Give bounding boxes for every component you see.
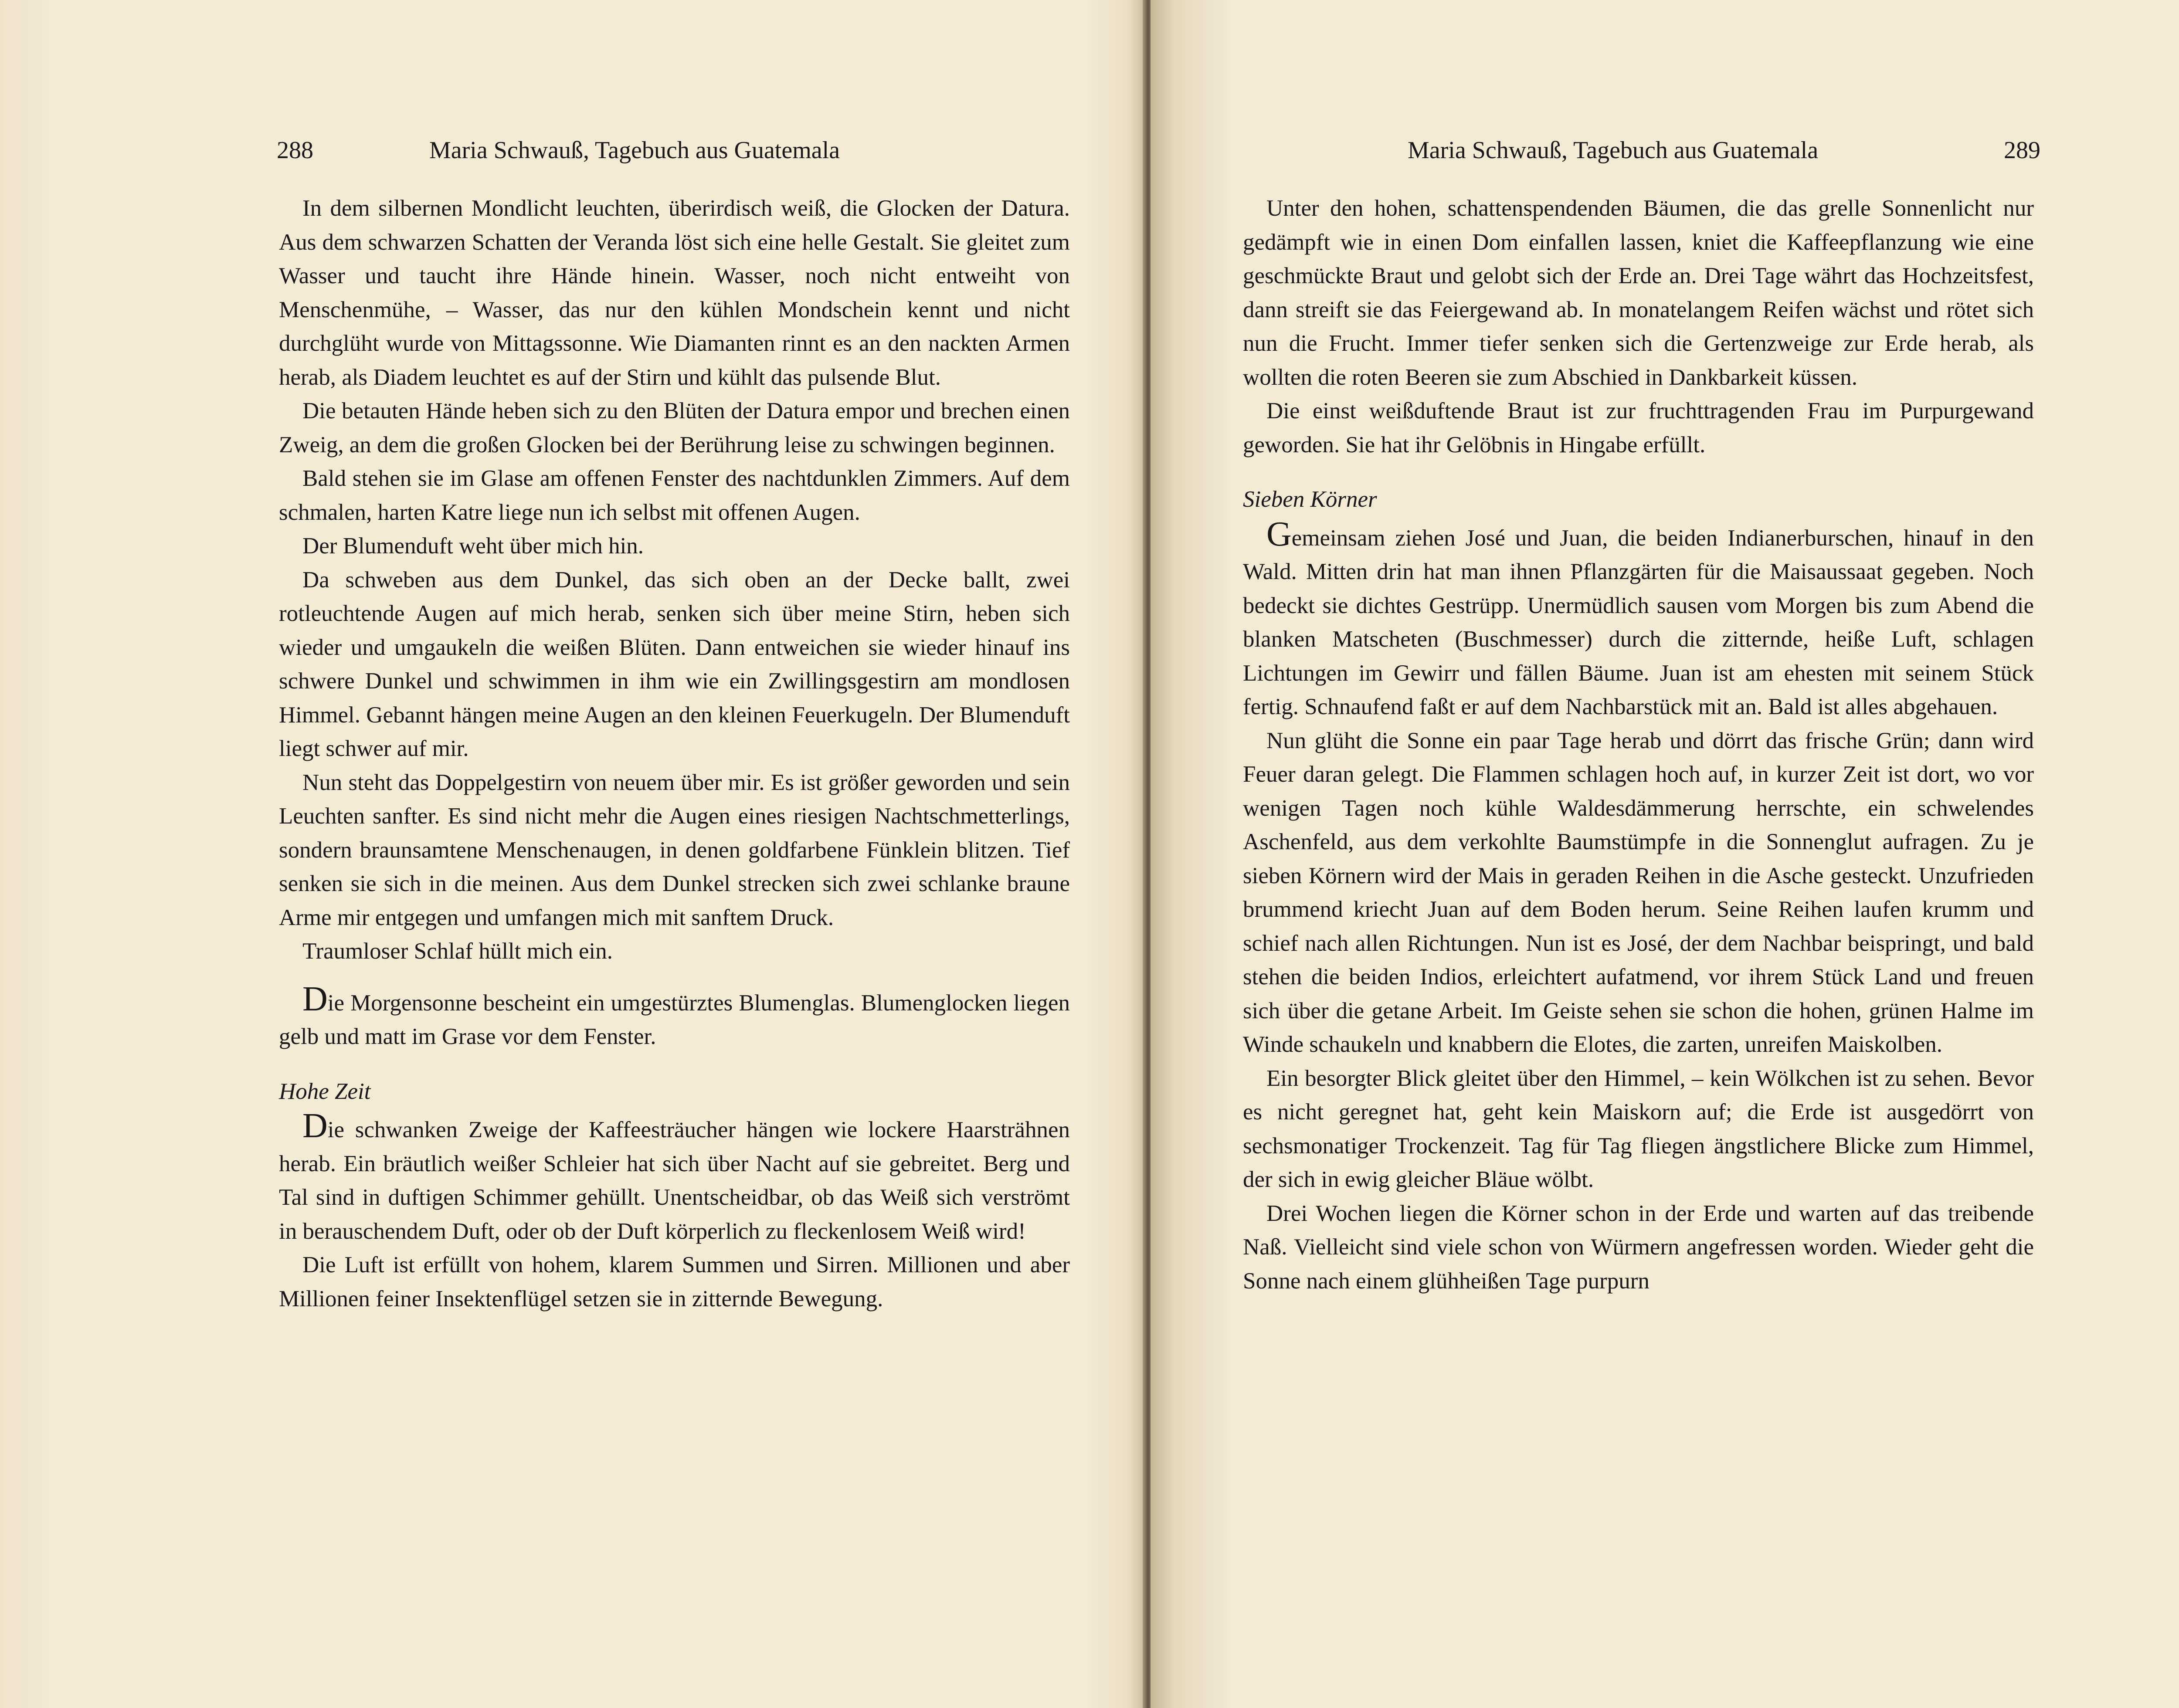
section-heading: Hohe Zeit bbox=[279, 1078, 371, 1104]
paragraph: Bald stehen sie im Glase am offenen Fenster des nachtdunklen Zimmers. Auf dem schmalen, harten Katre liege nun ich selbst mit offenen Augen. bbox=[279, 466, 1070, 525]
paragraph: Nun glüht die Sonne ein paar Tage herab und dörrt das frische Grün; dann wird Feuer daran gelegt. Die Flammen schlagen hoch auf, in kurzer Zeit ist dort, wo vor wenigen Tagen noch kühle Waldesdämmerung herrschte, ein schwelendes Aschenfeld, aus dem verkohlte Baumstümpfe in die Sonnenglut aufragen. Zu je sieben Körnern wird der Mais in geraden Reihen in die Asche gesteckt. Unzufrieden brummend kriecht Juan auf dem Boden herum. Seine Reihen laufen krumm und schief nach allen Richtungen. Nun ist es José, der dem Nachbar beispringt, und bald stehen die beiden Indios, erleichtert aufatmend, vor ihrem Stück Land und freuen sich über die getane Arbeit. Im Geiste sehen sie schon die hohen, grünen Halme im Winde schaukeln und knabbern die Elotes, die zarten, unreifen Maiskolben. bbox=[1243, 728, 2034, 1057]
paragraph-text: ie Morgensonne bescheint ein umgestürztes Blumenglas. Blumenglocken liegen gelb und matt im Grase vor dem Fenster. bbox=[279, 990, 1070, 1049]
paragraph-text: ie schwanken Zweige der Kaffeesträucher hängen wie lockere Haarsträhnen herab. Ein bräutlich weißer Schleier hat sich über Nacht auf sie gebreitet. Berg und Tal sind in duftigen Schimmer gehüllt. Unentscheidbar, ob das Weiß sich verströmt in berauschendem Duft, oder ob der Duft körperlich zu fleckenlosem Weiß wird! bbox=[279, 1117, 1070, 1244]
initial-letter: D bbox=[302, 1107, 328, 1145]
paragraph: Ein besorgter Blick gleitet über den Himmel, – kein Wölkchen ist zu sehen. Bevor es nicht geregnet hat, geht kein Maiskorn auf; die Erde ist ausgedörrt von sechsmonatiger Trockenzeit. Tag für Tag fliegen ängstlichere Blicke zum Himmel, der sich in ewig gleicher Bläue wölbt. bbox=[1243, 1065, 2034, 1192]
paragraph-text: emeinsam ziehen José und Juan, die beiden Indianerburschen, hinauf in den Wald. Mitten drin hat man ihnen Pflanzgärten für die Maisaussaat gegeben. Noch bedeckt sie dichtes Gestrüpp. Unermüdlich sausen vom Morgen bis zum Abend die blanken Matscheten (Buschmesser) durch die zitternde, heiße Luft, schlagen Lichtungen im Gewirr und fällen Bäume. Juan ist am ehesten mit seinem Stück fertig. Schnaufend faßt er auf dem Nachbarstück mit an. Bald ist alles abgehauen. bbox=[1243, 525, 2034, 719]
page-number: 289 bbox=[2004, 137, 2040, 164]
paragraph: Da schweben aus dem Dunkel, das sich oben an der Decke ballt, zwei rotleuchtende Augen auf mich herab, senken sich über meine Stirn, heben sich wieder und umgaukeln die weißen Blüten. Dann entweichen sie wieder hinauf ins schwere Dunkel und schwimmen in ihm wie ein Zwillingsgestirn am mondlosen Himmel. Gebannt hängen meine Augen an den kleinen Feuerkugeln. Der Blumenduft liegt schwer auf mir. bbox=[279, 567, 1070, 761]
paragraph bbox=[1243, 515, 2034, 724]
page-number: 288 bbox=[277, 137, 313, 164]
running-head: Maria Schwauß, Tagebuch aus Guatemala bbox=[429, 137, 840, 164]
page-text bbox=[279, 192, 1070, 1316]
paragraph bbox=[279, 979, 1070, 1054]
paragraph: Die einst weißduftende Braut ist zur fruchttragenden Frau im Purpurgewand geworden. Sie hat ihr Gelöbnis in Hingabe erfüllt. bbox=[1243, 398, 2034, 458]
paragraph: Die Luft ist erfüllt von hohem, klarem Summen und Sirren. Millionen und aber Millionen feiner Insektenflügel setzen sie in zitternde Bewegung. bbox=[279, 1252, 1070, 1312]
paragraph: Die betauten Hände heben sich zu den Blüten der Datura empor und brechen einen Zweig, an dem die großen Glocken bei der Berührung leise zu schwingen beginnen. bbox=[279, 398, 1070, 458]
paragraph: Traumloser Schlaf hüllt mich ein. bbox=[302, 939, 613, 964]
initial-letter: G bbox=[1266, 515, 1292, 553]
running-head: Maria Schwauß, Tagebuch aus Guatemala bbox=[1408, 137, 1819, 164]
paragraph: Unter den hohen, schattenspendenden Bäumen, die das grelle Sonnenlicht nur gedämpft wie in einen Dom einfallen lassen, kniet die Kaffeepflanzung wie eine geschmückte Braut und gelobt sich der Erde an. Drei Tage währt das Hochzeitsfest, dann streift sie das Feiergewand ab. In monatelangem Reifen wächst und rötet sich nun die Frucht. Immer tiefer senken sich die Gertenzweige zur Erde herab, als wollten die roten Beeren sie zum Abschied in Dankbarkeit küssen. bbox=[1243, 196, 2034, 390]
paragraph: Der Blumenduft weht über mich hin. bbox=[302, 533, 644, 559]
paragraph: Nun steht das Doppelgestirn von neuem über mir. Es ist größer geworden und sein Leuchten sanfter. Es sind nicht mehr die Augen eines riesigen Nachtschmetterlings, sondern braunsamtene Menschenaugen, in denen goldfarbene Fünklein blitzen. Tief senken sie sich in die meinen. Aus dem Dunkel strecken sich zwei schlanke braune Arme mir entgegen und umfangen mich mit sanftem Druck. bbox=[279, 769, 1070, 930]
section-heading: Sieben Körner bbox=[1243, 487, 1377, 512]
initial-letter: D bbox=[302, 979, 328, 1018]
right-page bbox=[1151, 0, 2179, 1708]
paragraph: Drei Wochen liegen die Körner schon in der Erde und warten auf das treibende Naß. Vielleicht sind viele schon von Würmern angefressen worden. Wieder geht die Sonne nach einem glühheißen Tage purpurn bbox=[1243, 1200, 2034, 1294]
page-text bbox=[1243, 192, 2034, 1298]
paragraph: In dem silbernen Mondlicht leuchten, überirdisch weiß, die Glocken der Datura. Aus dem schwarzen Schatten der Veranda löst sich eine helle Gestalt. Sie gleitet zum Wasser und taucht ihre Hände hinein. Wasser, noch nicht entweiht von Menschenmühe, – Wasser, das nur den kühlen Mondschein kennt und nicht durchglüht wurde von Mittagssonne. Wie Diamanten rinnt es an den nackten Armen herab, als Diadem leuchtet es auf der Stirn und kühlt das pulsende Blut. bbox=[279, 196, 1070, 390]
paragraph bbox=[279, 1107, 1070, 1248]
